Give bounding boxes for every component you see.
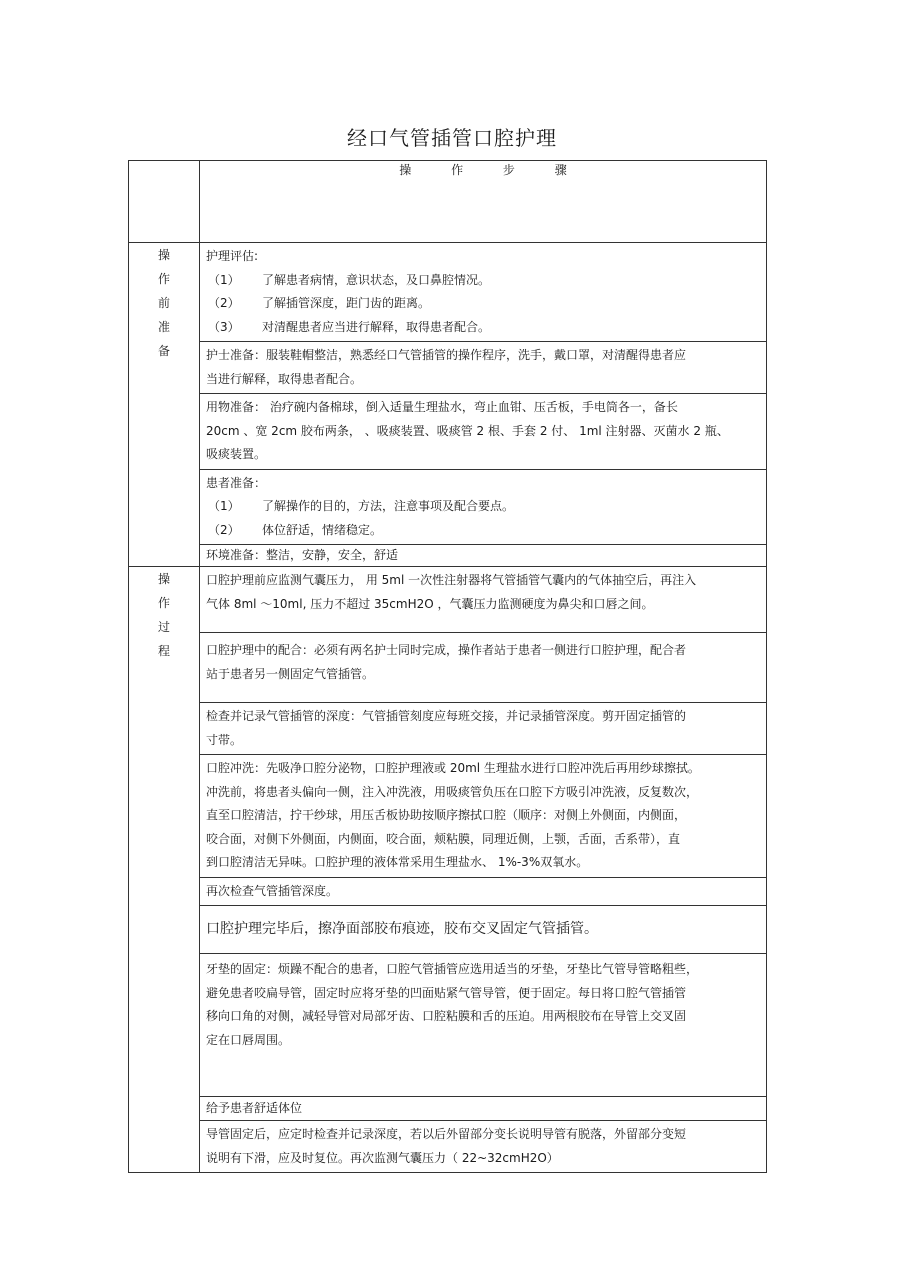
header-char: 骤	[554, 163, 567, 177]
bite-line: 定在口唇周围。	[206, 1032, 291, 1047]
procedure-table	[128, 160, 767, 1173]
nurse-prep-cell	[200, 342, 767, 394]
section-label-prep	[129, 243, 200, 567]
env-prep-cell	[200, 545, 767, 567]
recheck-cell	[200, 877, 767, 906]
depth-line: 检查并记录气管插管的深度：气管插管刻度应每班交接，并记录插管深度。剪开固定插管的	[206, 709, 687, 723]
patient-heading: 患者准备：	[206, 475, 267, 490]
header-char: 作	[451, 163, 464, 177]
depth-cell	[200, 703, 767, 755]
position-cell	[200, 1097, 767, 1121]
patient-prep-cell	[200, 469, 767, 545]
rinse-line: 冲洗前，将患者头偏向一侧，注入冲洗液，用吸痰管负压在口腔下方吸引冲洗液，反复数次，	[206, 784, 699, 799]
header-char: 操	[399, 163, 412, 177]
header-blank-cell	[129, 161, 200, 243]
bite-block-cell	[200, 954, 767, 1097]
nurse-prep-line: 护士准备：服装鞋帽整洁，熟悉经口气管插管的操作程序，洗手，戴口罩，对清醒得患者应	[206, 348, 687, 362]
assess-cell	[200, 243, 767, 342]
header-char: 步	[502, 163, 515, 177]
bite-line: 移向口角的对侧，减轻导管对局部牙齿、口腔粘膜和舌的压迫。用两根胶布在导管上交叉固	[206, 1009, 687, 1023]
supplies-line: 吸痰装置。	[206, 447, 267, 461]
coop-line: 口腔护理中的配合：必须有两名护士同时完成，操作者站于患者一侧进行口腔护理，配合者	[206, 643, 687, 657]
cuff-line: 气体 8ml ～10ml, 压力不超过 35cmH2O ，气囊压力监测硬度为鼻尖和口唇之间。	[206, 596, 654, 611]
final-cell	[200, 1121, 767, 1173]
header-steps	[200, 161, 766, 178]
env-prep-line: 环境准备：整洁，安静，安全，舒适	[206, 548, 399, 562]
bite-line: 牙垫的固定：烦躁不配合的患者，口腔气管插管应选用适当的牙垫，牙垫比气管导管略粗些，	[206, 962, 699, 976]
list-item: （1） 了解患者病情，意识状态，及口鼻腔情况。	[208, 272, 491, 287]
list-item: （2） 体位舒适，情绪稳定。	[208, 522, 383, 537]
prep-label: 操作前准备	[157, 248, 170, 358]
rinse-line: 口腔冲洗：先吸净口腔分泌物，口腔护理液或 20ml 生理盐水进行口腔冲洗后再用纱球擦拭。	[206, 761, 700, 775]
nurse-prep-line: 当进行解释，取得患者配合。	[206, 371, 363, 386]
rinse-cell	[200, 755, 767, 878]
tape-cell	[200, 906, 767, 954]
depth-line: 寸带。	[206, 732, 243, 747]
assess-heading: 护理评估:	[206, 249, 259, 263]
supplies-line: 20cm 、宽 2cm 胶布两条， 、吸痰装置、吸痰管 2 根、手套 2 付、 1ml 注射器、灭菌水 2 瓶、	[206, 423, 729, 438]
cuff-cell	[200, 567, 767, 633]
tape-line: 口腔护理完毕后，擦净面部胶布痕迹，胶布交叉固定气管插管。	[206, 921, 598, 937]
final-line: 导管固定后，应定时检查并记录深度，若以后外留部分变长说明导管有脱落，外留部分变短	[206, 1127, 687, 1141]
coop-cell	[200, 633, 767, 703]
supplies-cell	[200, 394, 767, 470]
section-label-proc	[129, 567, 200, 1173]
cuff-line: 口腔护理前应监测气囊压力， 用 5ml 一次性注射器将气管插管气囊内的气体抽空后，再注入	[206, 573, 697, 587]
rinse-line: 到口腔清洁无异味。口腔护理的液体常采用生理盐水、 1%-3%双氧水。	[206, 855, 589, 869]
list-item: （3） 对清醒患者应当进行解释，取得患者配合。	[208, 319, 491, 334]
position-line: 给予患者舒适体位	[206, 1101, 303, 1115]
header-cell	[200, 161, 767, 243]
rinse-line: 直至口腔清洁，拧干纱球，用压舌板协助按顺序擦拭口腔（顺序：对侧上外侧面，内侧面，	[206, 808, 687, 822]
page-title: 经口气管插管口腔护理	[347, 126, 557, 150]
rinse-line: 咬合面，对侧下外侧面，内侧面，咬合面，颊粘膜，同理近侧，上颚，舌面，舌系带），直	[206, 831, 681, 846]
final-line: 说明有下滑，应及时复位。再次监测气囊压力（ 22~32cmH2O）	[206, 1150, 559, 1165]
supplies-line: 用物准备： 治疗碗内备棉球，倒入适量生理盐水，弯止血钳、压舌板，手电筒各一，备长	[206, 400, 678, 414]
bite-line: 避免患者咬扁导管，固定时应将牙垫的凹面贴紧气管导管，便于固定。每日将口腔气管插管	[206, 985, 687, 1000]
recheck-line: 再次检查气管插管深度。	[206, 883, 339, 898]
list-item: （2） 了解插管深度，距门齿的距离。	[208, 296, 431, 310]
proc-label: 操作过程	[157, 572, 170, 658]
coop-line: 站于患者另一侧固定气管插管。	[206, 666, 375, 681]
list-item: （1） 了解操作的目的，方法，注意事项及配合要点。	[208, 499, 515, 513]
